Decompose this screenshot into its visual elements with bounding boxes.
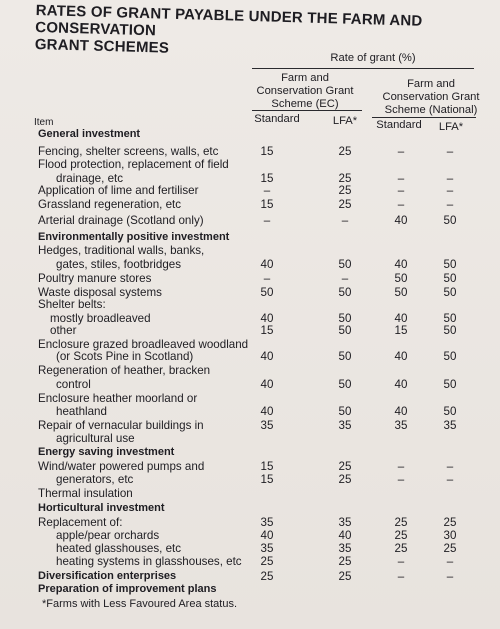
scheme-national-line: Conservation Grant (382, 91, 480, 103)
national-lfa-value: – (446, 184, 454, 197)
table-row (0, 298, 500, 311)
national-standard-value: – (397, 198, 405, 211)
ec-lfa-value: 35 (338, 516, 352, 529)
table-row (0, 145, 500, 158)
table-row (0, 350, 500, 363)
row-label: Shelter belts: (38, 298, 106, 311)
table-row (0, 583, 500, 596)
national-standard-value: 40 (394, 405, 408, 418)
ec-lfa-value: 25 (338, 555, 352, 568)
national-lfa-value: – (446, 555, 454, 568)
table-row (0, 392, 500, 405)
table-row (0, 378, 500, 391)
table-row (0, 198, 500, 211)
national-lfa-value: – (446, 198, 454, 211)
ec-standard-value: 40 (260, 312, 274, 325)
row-label: gates, stiles, footbridges (56, 258, 182, 271)
national-lfa-value: 50 (443, 405, 457, 418)
row-label: Fencing, shelter screens, walls, etc (38, 145, 219, 158)
section-heading: General investment (38, 128, 141, 140)
national-standard-value: 40 (394, 312, 408, 325)
ec-lfa-value: 50 (338, 350, 352, 363)
national-standard-value: 40 (394, 350, 408, 363)
ec-lfa-value: 50 (338, 324, 352, 337)
table-row (0, 324, 500, 337)
section-heading: Diversification enterprises (38, 570, 177, 582)
national-standard-value: – (397, 145, 405, 158)
col-heading-ec-standard: Standard (254, 113, 300, 125)
ec-lfa-value: 25 (338, 184, 352, 197)
ec-lfa-value: 25 (338, 172, 352, 185)
national-standard-value: 50 (394, 272, 408, 285)
table-row (0, 542, 500, 555)
row-label: heathland (56, 405, 107, 418)
national-lfa-value: 50 (443, 272, 457, 285)
row-label: generators, etc (56, 473, 134, 486)
row-label: Regeneration of heather, bracken (38, 364, 211, 377)
national-lfa-value: 50 (443, 350, 457, 363)
row-label: Repair of vernacular buildings in (38, 419, 204, 432)
national-standard-value: 40 (394, 258, 408, 271)
row-label: Hedges, traditional walls, banks, (38, 244, 205, 257)
table-row (0, 473, 500, 486)
ec-lfa-value: 35 (338, 419, 352, 432)
national-lfa-value: 50 (443, 258, 457, 271)
section-heading: Preparation of improvement plans (38, 583, 217, 595)
national-standard-value: – (397, 172, 405, 185)
row-label: mostly broadleaved (50, 312, 151, 325)
scheme-ec-line: Farm and (281, 72, 329, 84)
row-label: Arterial drainage (Scotland only) (38, 214, 204, 227)
national-lfa-value: – (446, 172, 454, 185)
title-line-1: RATES OF GRANT PAYABLE UNDER THE FARM AND CONSERVATION (35, 2, 423, 40)
national-standard-value: 40 (394, 378, 408, 391)
table-row (0, 231, 500, 244)
ec-lfa-value: 50 (338, 286, 352, 299)
ec-standard-value: – (263, 184, 271, 197)
ec-standard-value: 15 (260, 460, 274, 473)
table-row (0, 460, 500, 473)
row-label: Waste disposal systems (38, 286, 162, 299)
national-standard-value: 40 (394, 214, 408, 227)
row-label: (or Scots Pine in Scotland) (56, 350, 194, 363)
ec-lfa-value: 50 (338, 258, 352, 271)
table-row (0, 432, 500, 445)
row-label: heating systems in glasshouses, etc (56, 555, 242, 568)
row-label: drainage, etc (56, 172, 124, 185)
section-heading: Energy saving investment (38, 446, 175, 458)
table-row (0, 446, 500, 459)
scheme-national-line: Farm and (407, 78, 455, 90)
ec-standard-value: 15 (260, 145, 274, 158)
national-lfa-value: 50 (443, 324, 457, 337)
row-label: Grassland regeneration, etc (38, 198, 182, 211)
scheme-ec-line: Scheme (EC) (271, 98, 339, 110)
ec-lfa-value: 25 (338, 473, 352, 486)
ec-standard-value: 35 (260, 419, 274, 432)
national-lfa-value: 50 (443, 214, 457, 227)
row-label: Wind/water powered pumps and (38, 460, 205, 473)
ec-standard-value: 15 (260, 198, 274, 211)
ec-standard-value: 40 (260, 378, 274, 391)
ec-standard-value: 40 (260, 258, 274, 271)
national-standard-value: – (397, 184, 405, 197)
rate-of-grant-heading: Rate of grant (%) (330, 52, 416, 64)
ec-lfa-value: 25 (338, 460, 352, 473)
scheme-national-heading (370, 78, 492, 117)
national-lfa-value: 35 (443, 419, 457, 432)
ec-lfa-value: 50 (338, 378, 352, 391)
header-rule-national (372, 117, 476, 118)
section-heading: Environmentally positive investment (38, 231, 230, 243)
scheme-ec-heading (246, 72, 364, 111)
ec-standard-value: 15 (260, 473, 274, 486)
national-standard-value: 50 (394, 286, 408, 299)
title-line-2: GRANT SCHEMES (34, 35, 170, 57)
row-label: Thermal insulation (38, 487, 133, 500)
table-row (0, 128, 500, 141)
table-row (0, 244, 500, 257)
table-row (0, 570, 500, 583)
row-label: Flood protection, replacement of field (38, 158, 229, 171)
scheme-national-line: Scheme (National) (384, 104, 478, 116)
national-lfa-value: 50 (443, 312, 457, 325)
section-heading: Horticultural investment (38, 502, 165, 514)
national-standard-value: 25 (394, 529, 408, 542)
ec-standard-value: 25 (260, 570, 274, 583)
ec-standard-value: 40 (260, 529, 274, 542)
table-row (0, 158, 500, 171)
row-label: Application of lime and fertiliser (38, 184, 199, 197)
row-label: Enclosure heather moorland or (38, 392, 198, 405)
table-row (0, 529, 500, 542)
scheme-ec-line: Conservation Grant (256, 85, 354, 97)
ec-standard-value: 40 (260, 405, 274, 418)
table-row (0, 214, 500, 227)
national-lfa-value: 30 (443, 529, 457, 542)
item-column-heading: Item (34, 117, 54, 128)
national-lfa-value: 25 (443, 516, 457, 529)
col-heading-ec-lfa: LFA* (332, 115, 358, 127)
ec-lfa-value: 40 (338, 529, 352, 542)
national-lfa-value: 25 (443, 542, 457, 555)
row-label: apple/pear orchards (56, 529, 160, 542)
national-standard-value: – (397, 555, 405, 568)
table-row (0, 419, 500, 432)
col-heading-national-lfa: LFA* (438, 121, 464, 133)
ec-lfa-value: 25 (338, 198, 352, 211)
header-rule-ec (252, 110, 362, 111)
national-standard-value: 15 (394, 324, 408, 337)
col-heading-national-standard: Standard (376, 119, 422, 131)
national-lfa-value: – (446, 570, 454, 583)
table-row (0, 364, 500, 377)
table-row (0, 258, 500, 271)
ec-lfa-value: 25 (338, 145, 352, 158)
ec-lfa-value: 25 (338, 570, 352, 583)
row-label: Enclosure grazed broadleaved woodland (38, 338, 249, 351)
row-label: agricultural use (56, 432, 135, 445)
row-label: control (56, 378, 91, 391)
ec-standard-value: 25 (260, 555, 274, 568)
national-standard-value: 25 (394, 516, 408, 529)
ec-standard-value: 40 (260, 350, 274, 363)
national-standard-value: – (397, 473, 405, 486)
ec-standard-value: 50 (260, 286, 274, 299)
ec-lfa-value: 35 (338, 542, 352, 555)
national-lfa-value: – (446, 145, 454, 158)
table-row (0, 555, 500, 568)
ec-lfa-value: 50 (338, 312, 352, 325)
ec-standard-value: 15 (260, 324, 274, 337)
national-lfa-value: – (446, 473, 454, 486)
national-standard-value: 35 (394, 419, 408, 432)
table-row (0, 516, 500, 529)
table-row (0, 487, 500, 500)
table-row (0, 272, 500, 285)
national-standard-value: 25 (394, 542, 408, 555)
national-lfa-value: – (446, 460, 454, 473)
row-label: heated glasshouses, etc (56, 542, 182, 555)
national-lfa-value: 50 (443, 378, 457, 391)
national-standard-value: – (397, 460, 405, 473)
footnote: *Farms with Less Favoured Area status. (42, 598, 238, 610)
row-label: Poultry manure stores (38, 272, 152, 285)
table-row (0, 184, 500, 197)
ec-lfa-value: 50 (338, 405, 352, 418)
table-row (0, 502, 500, 515)
ec-standard-value: 35 (260, 542, 274, 555)
ec-standard-value: – (263, 272, 271, 285)
table-row (0, 405, 500, 418)
ec-standard-value: 35 (260, 516, 274, 529)
ec-lfa-value: – (341, 272, 349, 285)
national-lfa-value: 50 (443, 286, 457, 299)
row-label: Replacement of: (38, 516, 123, 529)
national-standard-value: – (397, 570, 405, 583)
header-rule-top (252, 68, 474, 69)
ec-standard-value: – (263, 214, 271, 227)
row-label: other (50, 324, 77, 337)
ec-standard-value: 15 (260, 172, 274, 185)
ec-lfa-value: – (341, 214, 349, 227)
